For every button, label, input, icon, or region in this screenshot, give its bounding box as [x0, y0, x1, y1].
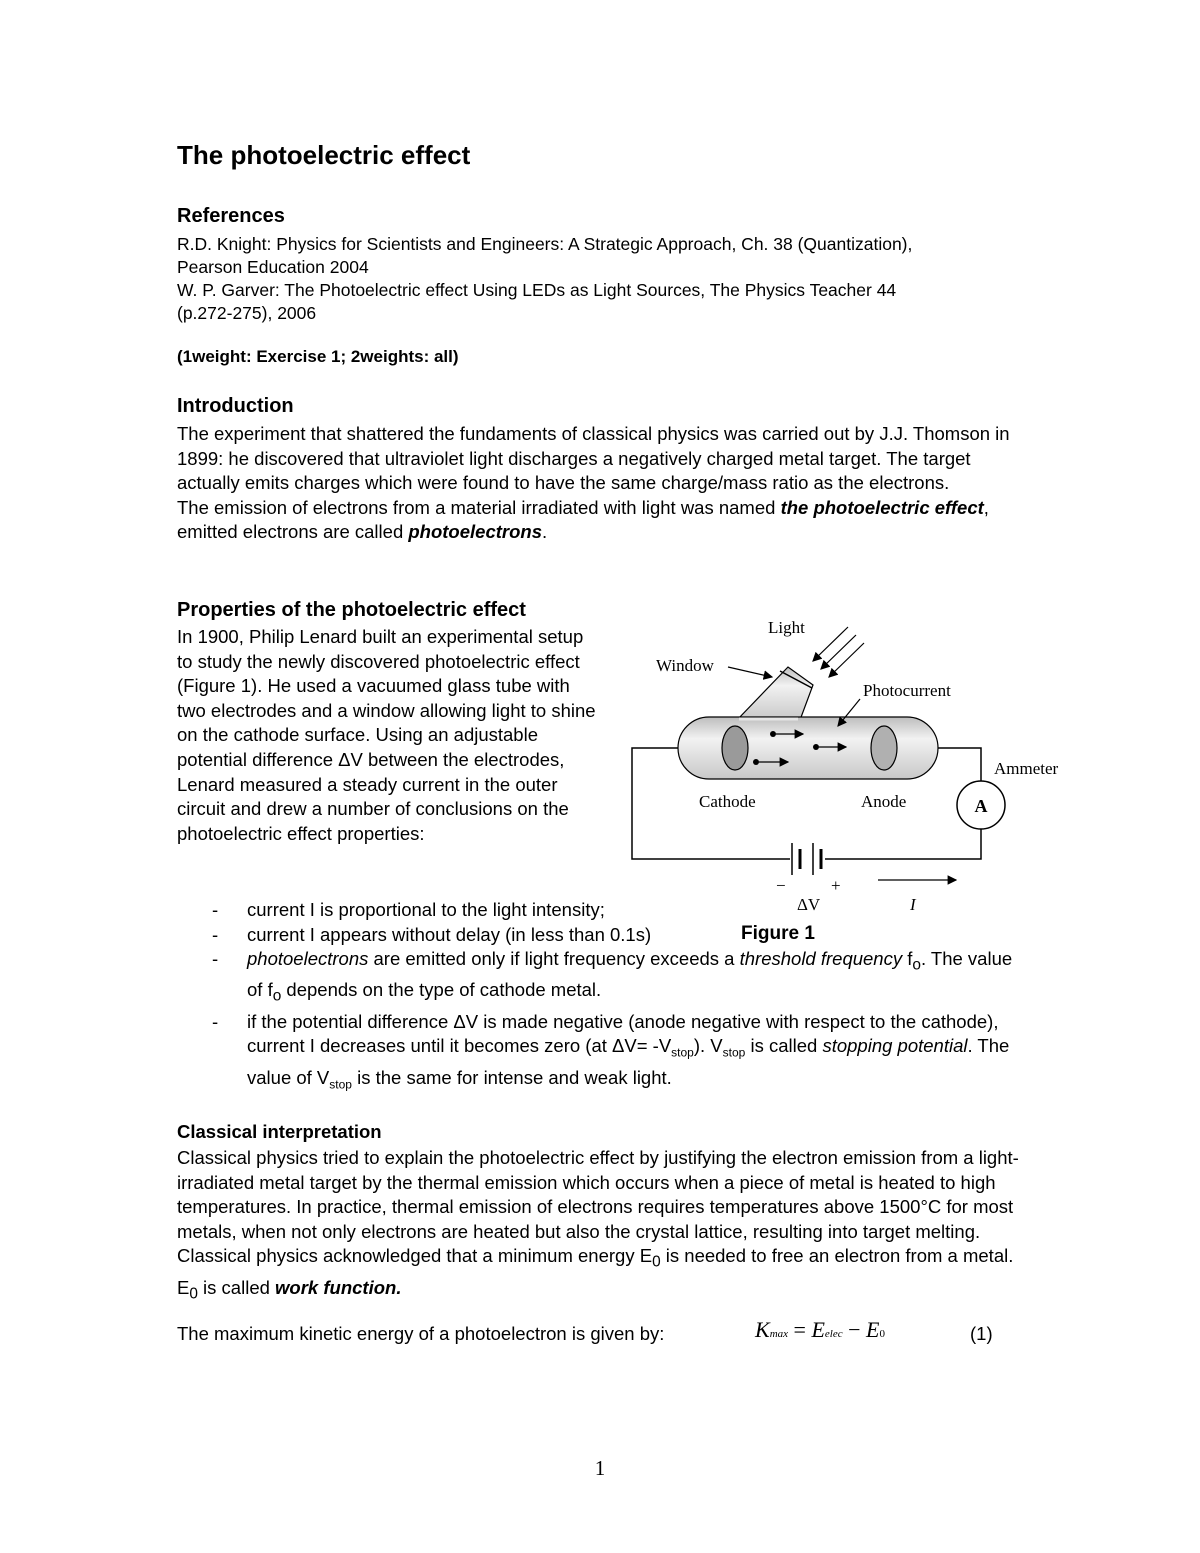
label-plus: + [831, 876, 841, 895]
label-minus: − [776, 876, 786, 895]
label-anode: Anode [861, 792, 907, 811]
introduction-paragraph-2: The emission of electrons from a material irradiated with light was named the photoelectric effect, emitted electrons are called photoelectrons. [177, 496, 989, 543]
references-list [177, 233, 1022, 325]
label-photocurrent: Photocurrent [863, 681, 951, 700]
figure-caption: Figure 1 [741, 923, 815, 944]
figure-1-diagram [620, 605, 1080, 920]
references-section [177, 205, 1022, 228]
window-pointer [728, 667, 772, 677]
label-cathode: Cathode [699, 792, 756, 811]
reference-2-line-1: W. P. Garver: The Photoelectric effect Using LEDs as Light Sources, The Physics Teacher 44 [177, 280, 897, 300]
ammeter-symbol-label: A [974, 796, 988, 816]
equation-1: Kmax = Eelec − E0 [755, 1317, 885, 1342]
equation-line [177, 1317, 1022, 1347]
circuit-wire-top-right [935, 748, 981, 781]
references-heading: References [177, 205, 285, 227]
properties-heading: Properties of the photoelectric effect [177, 599, 526, 621]
classical-heading: Classical interpretation [177, 1121, 382, 1142]
weights-note: (1weight: Exercise 1; 2weights: all) [177, 347, 459, 366]
list-item: - if the potential difference ΔV is made negative (anode negative with respect to the cathode), current I decreases until it becomes zero (at $\Delta V= -V_{stop}$). $V_{stop}$ is called stopping potential. The value of $V_{stop}$ is the same for intense and weak light. [212, 1010, 1010, 1092]
page-title: The photoelectric effect [177, 140, 471, 170]
battery-symbol [792, 843, 821, 875]
label-current-i: I [910, 895, 916, 914]
term-photoelectric-effect: the photoelectric effect [780, 496, 984, 518]
cathode-plate [722, 726, 748, 770]
term-photoelectrons: photoelectrons [408, 521, 542, 543]
properties-paragraph: In 1900, Philip Lenard built an experimental setup to study the newly discovered photoelectric effect (Figure 1). He used a vacuumed glass tube with two electrodes and a window allowing light to shine on the cathode surface. Using an adjustable potential difference ΔV between the electrodes, Lenard measured a steady current in the outer circuit and drew a number of conclusions on the photoelectric effect properties: [177, 626, 596, 844]
list-item: - photoelectrons are emitted only if light frequency exceeds a threshold frequency $f_o$. The value of $f_o$ depends on the type of cathode metal. [212, 948, 1013, 1006]
reference-1-line-2: Pearson Education 2004 [177, 257, 369, 277]
introduction-heading: Introduction [177, 395, 294, 417]
reference-1-line-1: R.D. Knight: Physics for Scientists and Engineers: A Strategic Approach, Ch. 38 (Quantization), [177, 234, 913, 254]
introduction-paragraph-1: The experiment that shattered the fundaments of classical physics was carried out by J.J. Thomson in 1899: he discovered that ultraviolet light discharges a negatively charged metal target. The target actually emits charges which were found to have the same charge/mass ratio as the electrons. [177, 423, 1010, 494]
light-rays [813, 627, 864, 677]
equation-number: (1) [970, 1323, 993, 1344]
equation-intro: The maximum kinetic energy of a photoelectron is given by: [177, 1323, 665, 1344]
classical-body [177, 1146, 1022, 1307]
classical-paragraph-2: Classical physics acknowledged that a minimum energy $E_0$ is needed to free an electron from a metal. $E_0$ is called work function. [177, 1245, 1014, 1303]
properties-list [177, 898, 1022, 1097]
list-item: - current I is proportional to the light intensity; [212, 899, 605, 920]
term-work-function: work function. [275, 1276, 402, 1298]
list-item: - current I appears without delay (in less than 0.1s) [212, 923, 652, 945]
anode-plate [871, 726, 897, 770]
circuit-wire-right [825, 829, 981, 859]
introduction-body [177, 422, 1022, 545]
label-window: Window [656, 656, 714, 675]
page-number: 1 [594, 1456, 606, 1480]
classical-paragraph-1: Classical physics tried to explain the photoelectric effect by justifying the electron emission from a light-irradiated metal target by the thermal emission which occurs when a piece of metal is heated to high temperatures. In practice, thermal emission of electrons requires temperatures above 1500°C for most metals, when not only electrons are heated but also the crystal lattice, resulting into target melting. [177, 1147, 1019, 1242]
label-delta-v: ΔV [797, 895, 821, 914]
reference-2-line-2: (p.272-275), 2006 [177, 303, 317, 323]
label-ammeter: Ammeter [994, 759, 1059, 778]
label-light: Light [768, 618, 805, 637]
